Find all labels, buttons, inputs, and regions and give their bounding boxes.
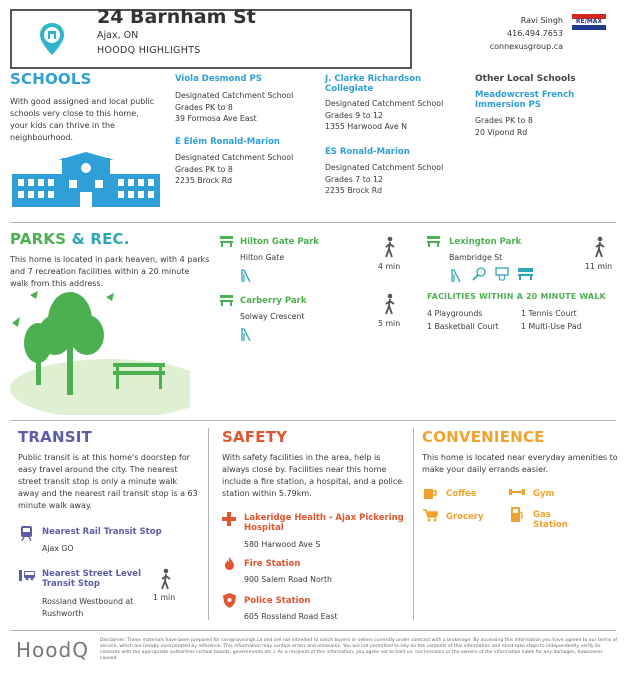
rail-stop-value: Ajax GO xyxy=(42,544,74,553)
agent-name: Ravi Singh xyxy=(520,16,563,25)
divider-3 xyxy=(10,630,616,631)
park-2-street: Solway Crescent xyxy=(240,312,305,321)
bench-icon xyxy=(427,236,440,247)
fire-icon xyxy=(225,557,234,570)
transit-title: TRANSIT xyxy=(18,428,92,446)
park-illustration xyxy=(10,285,190,415)
hoodq-logo: HoodQ xyxy=(16,638,89,662)
parks-intro: This home is located in park heaven, with 4 parks and 7 recreation facilities within a 20 minute walk from this address. xyxy=(10,255,210,288)
park-name-2[interactable]: Carberry Park xyxy=(240,296,307,306)
remax-logo: RE/MAX xyxy=(572,14,606,30)
agent-phone[interactable]: 416.494.7653 xyxy=(507,29,563,38)
safety-intro: With safety facilities in the area, help is always close by. Facilities near this home include a fire station, a hospital, and a police station within 5.79km. xyxy=(222,453,403,498)
school-2-details: Designated Catchment School Grades PK to 8 2235 Brock Rd xyxy=(175,153,294,185)
hospital-value: 580 Harwood Ave S xyxy=(244,540,321,549)
park-name-3[interactable]: Lexington Park xyxy=(449,237,522,247)
walking-icon xyxy=(384,236,396,258)
rail-stop-label[interactable]: Nearest Rail Transit Stop xyxy=(42,527,162,537)
facility-tennis: 1 Tennis Court xyxy=(521,309,577,318)
facility-multi-use: 1 Multi-Use Pad xyxy=(521,322,582,331)
park-2-walk: 5 min xyxy=(378,319,401,328)
school-building-illustration xyxy=(12,152,160,207)
street-stop-label[interactable]: Nearest Street Level Transit Stop xyxy=(42,569,141,589)
park-name-1[interactable]: Hilton Gate Park xyxy=(240,237,319,247)
walking-icon xyxy=(160,568,172,590)
other-school-name[interactable]: Meadowcrest French Immersion PS xyxy=(475,90,575,110)
facility-basketball: 1 Basketball Court xyxy=(427,322,499,331)
school-1-details: Designated Catchment School Grades PK to 8 39 Formosa Ave East xyxy=(175,91,294,123)
school-name-3[interactable]: J. Clarke Richardson Collegiate xyxy=(325,74,422,94)
fire-label[interactable]: Fire Station xyxy=(244,559,301,569)
police-shield-icon xyxy=(223,593,236,608)
divider-2 xyxy=(10,420,616,421)
schools-intro: With good assigned and local public schools very close to this home, your kids can thrive in the neighbourhood. xyxy=(10,97,155,142)
parks-title: PARKS & REC. xyxy=(10,230,130,248)
city: Ajax, ON xyxy=(97,30,139,41)
address: 24 Barnham St xyxy=(97,6,256,28)
tennis-icon xyxy=(472,267,486,281)
hospital-label[interactable]: Lakeridge Health - Ajax Pickering Hospital xyxy=(244,513,404,533)
divider-1 xyxy=(10,222,616,223)
facilities-title: FACILITIES WITHIN A 20 MINUTE WALK xyxy=(427,292,607,301)
bench-icon xyxy=(220,236,233,247)
agent-site[interactable]: connexusgroup.ca xyxy=(489,42,563,51)
gym-label[interactable]: Gym xyxy=(533,489,555,499)
bench-icon xyxy=(220,295,233,306)
school-4-details: Designated Catchment School Grades 7 to 12 2235 Brock Rd xyxy=(325,163,444,195)
gas-station-label[interactable]: Gas Station xyxy=(533,510,568,530)
disclaimer: Disclaimer: These materials have been prepared for ravi@ravisingh.ca and are not intended to solicit buyers or sellers currently under contract with a brokerage. By accessing this information you have agreed to our terms of service, which are hereby incorporated by reference. This information may contain errors and omissions. You are not permitted to rely on the contents of this information and must take steps to independently verify its contents with the appropriate authorities (school boards, governments etc.). As a recipient of this information, you agree not to hold us, our licensors or the owners of the information liable for any damages, howsoever caused. xyxy=(100,638,618,661)
gas-station-icon xyxy=(511,507,523,522)
police-label[interactable]: Police Station xyxy=(244,596,311,606)
convenience-intro: This home is located near everyday amenities to make your daily errands easier. xyxy=(422,453,618,474)
school-name-1[interactable]: Viola Desmond PS xyxy=(175,74,262,84)
school-3-details: Designated Catchment School Grades 9 to 12 1355 Harwood Ave N xyxy=(325,99,444,131)
street-stop-walk: 1 min xyxy=(153,593,176,602)
slide-icon xyxy=(241,327,251,341)
park-1-street: Hilton Gate xyxy=(240,253,285,262)
fire-value: 900 Salem Road North xyxy=(244,575,332,584)
walking-icon xyxy=(594,236,606,258)
location-pin-icon xyxy=(40,23,64,55)
park-3-walk: 11 min xyxy=(585,262,613,271)
vdivider-2 xyxy=(413,428,414,620)
other-schools-title: Other Local Schools xyxy=(475,74,576,84)
train-icon xyxy=(20,526,33,541)
hospital-icon xyxy=(222,512,236,526)
multi-use-pad-icon xyxy=(518,268,533,280)
coffee-icon xyxy=(424,486,437,499)
police-value: 605 Rossland Road East xyxy=(244,612,338,621)
school-name-4[interactable]: ÉS Ronald-Marion xyxy=(325,147,410,157)
gym-icon xyxy=(509,487,525,497)
schools-title: SCHOOLS xyxy=(10,70,92,88)
school-name-2[interactable]: É Élém Ronald-Marion xyxy=(175,137,280,147)
slide-icon xyxy=(241,268,251,282)
basketball-icon xyxy=(495,267,509,281)
convenience-title: CONVENIENCE xyxy=(422,428,545,446)
safety-title: SAFETY xyxy=(222,428,288,446)
coffee-label[interactable]: Coffee xyxy=(446,489,477,499)
street-stop-value: Rossland Westbound at Rushworth xyxy=(42,597,134,618)
other-school-details: Grades PK to 8 20 Vipond Rd xyxy=(475,116,533,137)
grocery-label[interactable]: Grocery xyxy=(446,512,484,522)
facility-playgrounds: 4 Playgrounds xyxy=(427,309,483,318)
agent-info xyxy=(490,14,563,53)
park-3-street: Bambridge St xyxy=(449,253,503,262)
vdivider-1 xyxy=(208,428,209,620)
park-1-walk: 4 min xyxy=(378,262,401,271)
transit-intro: Public transit is at this home's doorstep for easy travel around the city. The nearest street transit stop is only a minute walk away and the nearest rail transit stop is a 63 minute walk away. xyxy=(18,453,198,510)
highlights-label: HOODQ HIGHLIGHTS xyxy=(97,45,201,56)
grocery-cart-icon xyxy=(423,509,438,522)
walking-icon xyxy=(384,293,396,315)
slide-icon xyxy=(451,268,461,282)
bus-stop-icon xyxy=(19,569,35,581)
